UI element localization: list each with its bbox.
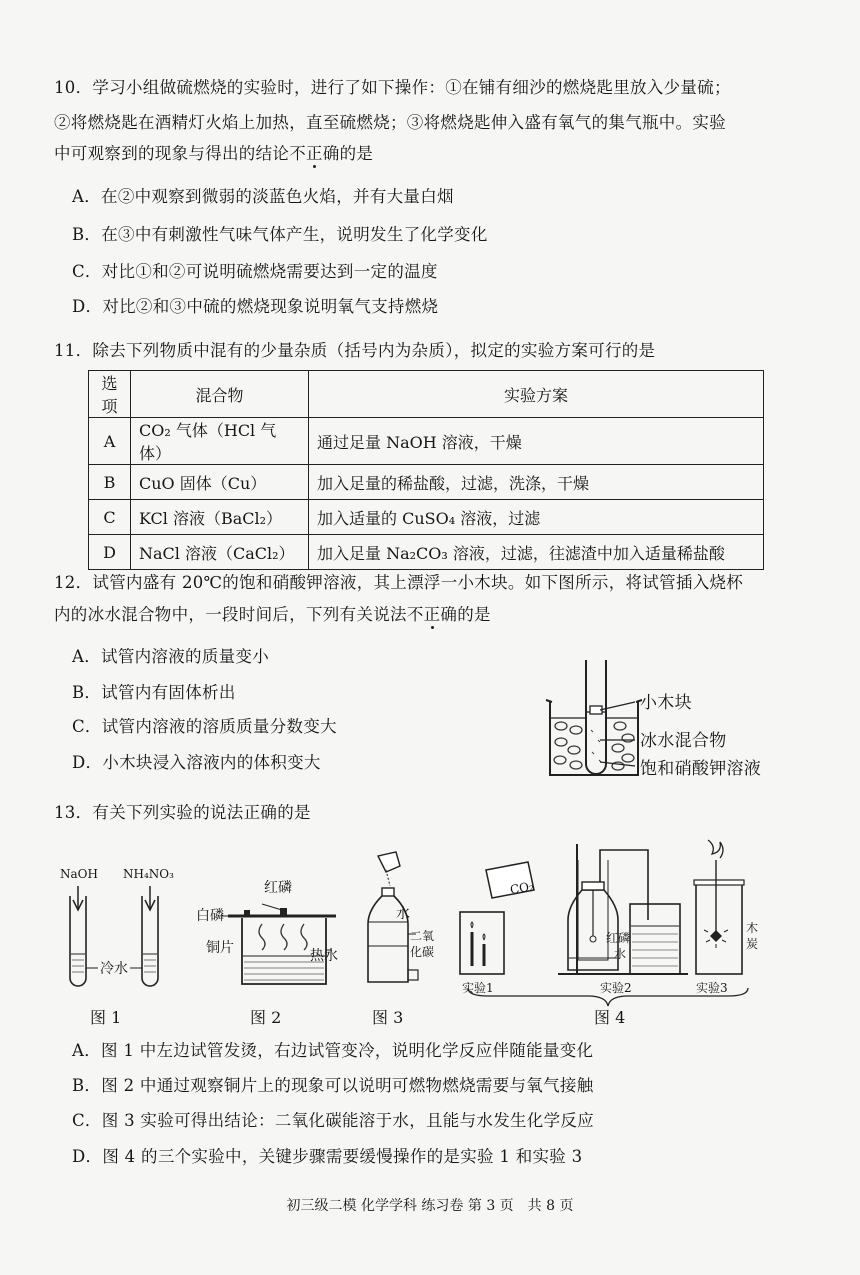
table-cell: B — [89, 465, 131, 500]
table-cell: C — [89, 500, 131, 535]
fig4-exp2-label: 实验2 — [600, 981, 632, 995]
q10-option-a: A．在②中观察到微弱的淡蓝色火焰，并有大量白烟 — [72, 187, 454, 206]
table-row — [89, 500, 764, 535]
label-wood-block: 小木块 — [640, 693, 692, 713]
fig2-hot-water-label: 热水 — [310, 948, 338, 964]
q10-line3-c: 的是 — [339, 144, 374, 163]
fig3-co2-label-2: 化碳 — [410, 945, 435, 959]
q11-table — [88, 370, 764, 570]
q12-line1: 12．试管内盛有 20℃的饱和硝酸钾溶液，其上漂浮一小木块。如下图所示，将试管插入烧杯 — [54, 573, 744, 592]
fig3-co2-label-1: 二氧 — [410, 929, 435, 943]
q10-option-c: C．对比①和②可说明硫燃烧需要达到一定的温度 — [72, 262, 438, 281]
page-footer: 初三级二模 化学学科 练习卷 第 3 页 共 8 页 — [286, 1198, 574, 1214]
table-cell: D — [89, 535, 131, 570]
fig4-red-phosphorus-label: 红磷 — [606, 931, 631, 945]
fig2-copper-label: 铜片 — [206, 940, 234, 956]
q12-emphasis: 不正确 — [406, 605, 458, 624]
table-header: 选项 — [89, 371, 131, 418]
q12-option-c: C．试管内溶液的溶质质量分数变大 — [72, 717, 337, 736]
q10-option-b: B．在③中有刺激性气味气体产生，说明发生了化学变化 — [72, 225, 488, 244]
q10-emphasis: 不正确 — [289, 144, 340, 163]
table-header: 混合物 — [131, 371, 309, 418]
fig4-co2-label: CO₂ — [508, 879, 535, 897]
table-header-row — [89, 371, 764, 418]
fig1-caption: 图 1 — [90, 1008, 122, 1027]
q12-option-d: D．小木块浸入溶液内的体积变大 — [72, 753, 321, 772]
fig2-red-phosphorus-label: 红磷 — [264, 880, 292, 896]
fig1-nh4no3-label: NH₄NO₃ — [123, 867, 174, 881]
q13-option-c: C．图 3 实验可得出结论：二氧化碳能溶于水，且能与水发生化学反应 — [72, 1111, 595, 1130]
fig2-apparatus — [222, 898, 342, 988]
fig4-caption: 图 4 — [594, 1008, 626, 1027]
label-ice-water: 冰水混合物 — [640, 731, 727, 751]
fig1-naoh-label: NaOH — [60, 867, 98, 881]
fig3-bottle — [356, 852, 436, 992]
q11-stem: 11．除去下列物质中混有的少量杂质（括号内为杂质），拟定的实验方案可行的是 — [54, 341, 656, 360]
fig4-exp3-label: 实验3 — [696, 981, 728, 995]
fig1-cold-water-label: 冷水 — [100, 961, 128, 977]
q12-line2 — [54, 604, 491, 626]
q10-line2: ②将燃烧匙在酒精灯火焰上加热，直至硫燃烧；③将燃烧匙伸入盛有氧气的集气瓶中。实验 — [54, 113, 726, 132]
fig4-water-label: 水 — [614, 947, 627, 961]
table-cell: CO₂ 气体（HCl 气体） — [131, 418, 309, 465]
q12-option-a: A．试管内溶液的质量变小 — [72, 647, 270, 666]
q13-option-a: A．图 1 中左边试管发烫，右边试管变冷，说明化学反应伴随能量变化 — [72, 1041, 594, 1060]
table-cell: KCl 溶液（BaCl₂） — [131, 500, 309, 535]
label-kno3-solution: 饱和硝酸钾溶液 — [640, 759, 762, 779]
q10-option-d: D．对比②和③中硫的燃烧现象说明氧气支持燃烧 — [72, 297, 439, 316]
fig4-charcoal-label-2: 炭 — [746, 937, 759, 951]
table-row — [89, 465, 764, 500]
table-cell: NaCl 溶液（CaCl₂） — [131, 535, 309, 570]
q10-line3 — [54, 143, 373, 165]
table-cell: 加入足量 Na₂CO₃ 溶液，过滤，往滤渣中加入适量稀盐酸 — [309, 535, 764, 570]
table-header: 实验方案 — [309, 371, 764, 418]
fig2-white-phosphorus-label: 白磷 — [196, 908, 224, 924]
q12-option-b: B．试管内有固体析出 — [72, 683, 236, 702]
q12-line2-c: 的是 — [457, 605, 491, 624]
table-row — [89, 418, 764, 465]
table-cell: CuO 固体（Cu） — [131, 465, 309, 500]
q12-line2-a: 内的冰水混合物中，一段时间后，下列有关说法 — [54, 605, 407, 624]
table-cell: 加入适量的 CuSO₄ 溶液，过滤 — [309, 500, 764, 535]
table-row — [89, 535, 764, 570]
table-cell: 通过足量 NaOH 溶液，干燥 — [309, 418, 764, 465]
fig4-exp1-label: 实验1 — [462, 981, 494, 995]
q13-option-d: D．图 4 的三个实验中，关键步骤需要缓慢操作的是实验 1 和实验 3 — [72, 1147, 583, 1166]
q13-option-b: B．图 2 中通过观察铜片上的现象可以说明可燃物燃烧需要与氧气接触 — [72, 1076, 594, 1095]
q10-line3-a: 中可观察到的现象与得出的结论 — [54, 144, 290, 163]
q10-line1: 10．学习小组做硫燃烧的实验时，进行了如下操作：①在铺有细沙的燃烧匙里放入少量硫； — [54, 78, 731, 97]
table-cell: 加入足量的稀盐酸，过滤，洗涤，干燥 — [309, 465, 764, 500]
table-cell: A — [89, 418, 131, 465]
fig3-caption: 图 3 — [372, 1008, 404, 1027]
fig3-water-label: 水 — [396, 906, 410, 922]
fig4-charcoal-label-1: 木 — [746, 921, 759, 935]
fig2-caption: 图 2 — [250, 1008, 282, 1027]
q13-stem: 13．有关下列实验的说法正确的是 — [54, 803, 311, 822]
